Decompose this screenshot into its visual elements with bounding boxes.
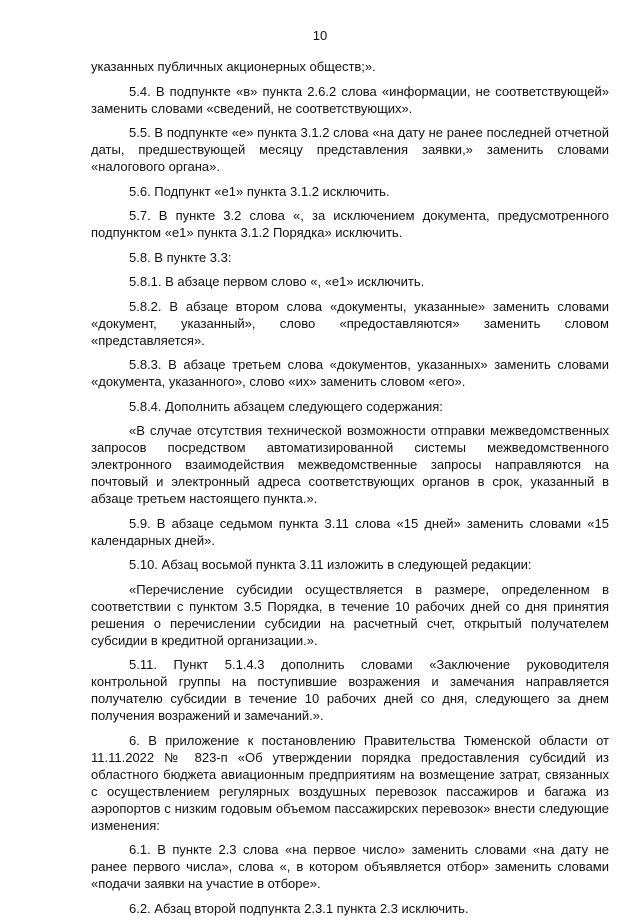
paragraph-5-8-2: 5.8.2. В абзаце втором слова «документы, указанные» заменить словами «документ, указанный», слово «предоставляются» заменить словом «представляется».	[91, 298, 609, 348]
paragraph-6-2: 6.2. Абзац второй подпункта 2.3.1 пункта 2.3 исключить.	[129, 900, 469, 916]
paragraph-5-4: 5.4. В подпункте «в» пункта 2.6.2 слова «информации, не соответствующей» заменить словами «сведений, не соответствующих».	[91, 83, 609, 116]
quoted-paragraph-requests: «В случае отсутствия технической возможности отправки межведомственных запросов посредством автоматизированной системы межведомственного электронного взаимодействия межведомственные запросы направляются на почтовый и электронный адреса соответствующих органов в срок, указанный в абзаце третьем настоящего пункта.».	[91, 423, 609, 506]
paragraph-5-5: 5.5. В подпункте «е» пункта 3.1.2 слова «на дату не ранее последней отчетной даты, предшествующей месяцу представления заявки,» заменить словами «налогового органа».	[91, 125, 609, 174]
paragraph-5-8-3: 5.8.3. В абзаце третьем слова «документов, указанных» заменить словами «документа, указанного», слово «их» заменить словом «его».	[91, 357, 609, 389]
paragraph-5-8: 5.8. В пункте 3.3:	[129, 249, 232, 265]
paragraph-5-9: 5.9. В абзаце седьмом пункта 3.11 слова «15 дней» заменить словами «15 календарных дней».	[91, 515, 609, 548]
paragraph-6-1: 6.1. В пункте 2.3 слова «на первое число» заменить словами «на дату не ранее первого числа», слова «, в котором объявляется отбор» заменить словами «подачи заявки на участие в отборе».	[91, 842, 609, 891]
paragraph-5-8-4: 5.8.4. Дополнить абзацем следующего содержания:	[129, 398, 443, 414]
paragraph-5-7: 5.7. В пункте 3.2 слова «, за исключением документа, предусмотренного подпунктом «е1» пункта 3.1.2 Порядка» исключить.	[91, 208, 609, 240]
paragraph-5-6: 5.6. Подпункт «е1» пункта 3.1.2 исключить.	[129, 183, 390, 199]
paragraph-6: 6. В приложение к постановлению Правительства Тюменской области от 11.11.2022 № 823-п «Об утверждении порядка предоставления субсидий из областного бюджета авиационным предприятиям на возмещение затрат, связанных с осуществлением регулярных воздушных перевозок пассажиров и багажа из аэропортов с низким годовым объемом пассажирских перевозок» внести следующие изменения:	[91, 732, 609, 833]
paragraph-5-11: 5.11. Пункт 5.1.4.3 дополнить словами «Заключение руководителя контрольной группы на поступившие возражения и замечания направляется получателю субсидии в течение 10 рабочих дней со дня, следующего за днем получения возражений и замечаний.».	[91, 657, 609, 723]
paragraph-5-10: 5.10. Абзац восьмой пункта 3.11 изложить в следующей редакции:	[129, 557, 532, 572]
paragraph-5-8-1: 5.8.1. В абзаце первом слово «, «е1» исключить.	[129, 274, 425, 289]
paragraph-continuation: указанных публичных акционерных обществ;».	[91, 59, 376, 74]
quoted-paragraph-subsidy-transfer: «Перечисление субсидии осуществляется в размере, определенном в соответствии с пунктом 3.5 Порядка, в течение 10 рабочих дней со дня принятия решения о перечислении субсидии на расчетный счет, открытый получателем субсидии в кредитной организации.».	[91, 581, 609, 648]
document-body	[91, 58, 609, 924]
page-number: 10	[312, 28, 328, 43]
